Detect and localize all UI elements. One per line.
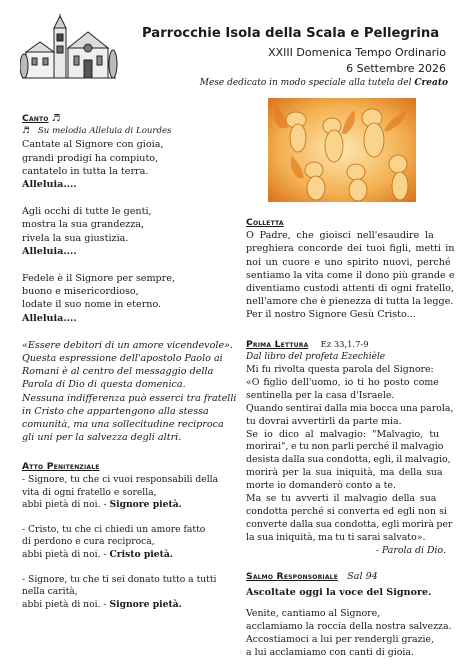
lettura-line: «O figlio dell'uomo, io ti ho posto come: [246, 376, 439, 388]
atto-item: [22, 574, 227, 612]
salmo-heading: Salmo Responsoriale: [246, 570, 339, 582]
salmo-refrain: Ascoltate oggi la voce del Signore.: [246, 586, 432, 598]
colletta-line: noi un cuore e uno spirito nuovi, perché: [246, 256, 451, 268]
atto-line: abbi pietà di noi. -: [22, 598, 107, 610]
reflection-line: Nessuna indifferenza può esserci tra fratelli: [22, 392, 237, 404]
colletta-line: sentiamo la vita come il dono più grande e: [246, 269, 455, 281]
music-note-icon: ♬: [51, 113, 61, 124]
canto-line: mostra la sua grandezza,: [22, 219, 145, 231]
atto-line: - Signore, tu che ti sei donato tutto a tutti: [22, 573, 217, 585]
colletta-line: preghiera concorde dei tuoi figli, metti in: [246, 243, 455, 255]
right-column: [246, 216, 455, 660]
lettura-line: morte io domanderò conto a te.: [246, 480, 396, 492]
canto-melody: Su melodia Alleluia di Lourdes: [37, 126, 172, 137]
lettura-line: converte dalla sua condotta, egli morirà per: [246, 518, 453, 530]
liturgy-day: XXIII Domenica Tempo Ordinario: [268, 46, 446, 59]
month-note: [200, 78, 448, 88]
colletta-line: Per il nostro Signore Gesù Cristo...: [246, 309, 416, 321]
lettura-line: desista dalla sua condotta, egli, il malvagio,: [246, 454, 451, 466]
colletta-line: O Padre, che gioisci nell'esaudire la: [246, 230, 434, 242]
canto-line: lodate il suo nome in eterno.: [22, 299, 162, 311]
atto-line: - Signore, tu che ci vuoi responsabili della: [22, 474, 219, 486]
lettura-line: tu dovrai avvertirli da parte mia.: [246, 415, 402, 427]
month-note-text: Mese dedicato in modo speciale alla tutela del: [199, 78, 412, 88]
atto-line: nella carità,: [22, 586, 78, 598]
canto-line: cantatelo in tutta la terra.: [22, 165, 149, 177]
canto-stanza: [22, 272, 227, 325]
reflection: [22, 339, 237, 445]
salmo-stanza: [246, 608, 452, 660]
atto-item: [22, 474, 227, 512]
reflection-line: Romani è al centro del messaggio della: [22, 366, 214, 378]
lettura-section: [246, 338, 454, 558]
canto-section: [22, 112, 227, 325]
canto-refrain: Alleluia....: [22, 312, 77, 324]
salmo-reference: Sal 94: [347, 570, 378, 582]
colletta-heading: Colletta: [246, 217, 284, 228]
colletta-line: diventiamo custodi attenti di ogni fratello,: [246, 283, 455, 295]
lettura-line: la sua iniquità, ma tu ti sarai salvato».: [246, 531, 426, 543]
canto-line: rivela la sua giustizia.: [22, 232, 129, 244]
month-note-emphasis: Creato: [414, 78, 448, 88]
atto-line: di perdono e cura reciproca,: [22, 536, 155, 548]
reflection-line: Parola di Dio di questa domenica.: [22, 379, 186, 391]
atto-response: Cristo pietà.: [109, 549, 173, 561]
angels-painting: [268, 98, 416, 202]
canto-line: buono e misericordioso,: [22, 286, 139, 298]
canto-line: Agli occhi di tutte le genti,: [22, 206, 152, 218]
left-column: [22, 112, 237, 611]
canto-stanza: [22, 138, 227, 191]
lettura-line: Quando sentirai dalla mia bocca una parola,: [246, 402, 454, 414]
lettura-reference: Ez 33,1.7-9: [320, 338, 369, 349]
reflection-quote: «Essere debitori di un amore vicendevole».: [22, 339, 234, 351]
lettura-line: condotta perché si converta ed egli non si: [246, 506, 447, 517]
lettura-heading: Prima Lettura: [246, 338, 309, 350]
lettura-line: sentinella per la casa d'Israele.: [246, 389, 395, 401]
atto-section: [22, 461, 227, 611]
lettura-text: [246, 364, 454, 558]
atto-response: Signore pietà.: [109, 499, 182, 511]
salmo-line: a lui acclamiamo con canti di gioia.: [246, 646, 414, 658]
lettura-source: Dal libro del profeta Ezechièle: [246, 351, 386, 362]
canto-line: Fedele è il Signore per sempre,: [22, 273, 175, 285]
atto-line: - Cristo, tu che ci chiedi un amore fatto: [22, 523, 206, 535]
lettura-line: morirà per la sua iniquità, ma della sua: [246, 467, 443, 479]
atto-line: vita di ogni fratello e sorella,: [22, 486, 157, 498]
reflection-line: comunità, ma una sollecitudine reciproca: [22, 419, 224, 431]
atto-line: abbi pietà di noi. -: [22, 499, 107, 511]
canto-line: Cantate al Signore con gioia,: [22, 139, 164, 151]
canto-line: grandi prodigi ha compiuto,: [22, 152, 159, 164]
lettura-closing: - Parola di Dio.: [375, 544, 446, 556]
colletta-section: [246, 216, 455, 322]
music-note-icon: ♬: [22, 126, 30, 137]
canto-heading: Canto: [22, 113, 49, 124]
reflection-line: in Cristo che appartengono alla stessa: [22, 405, 209, 417]
reflection-line: Questa espressione dell'apostolo Paolo ai: [22, 353, 223, 365]
lettura-line: Se io dico al malvagio: "Malvagio, tu: [246, 428, 440, 440]
canto-refrain: Alleluia....: [22, 179, 77, 191]
lettura-line: Ma se tu avverti il malvagio della sua: [246, 493, 437, 505]
salmo-line: Accostiamoci a lui per rendergli grazie,: [246, 633, 435, 645]
canto-stanza: [22, 205, 227, 258]
lettura-line: Mi fu rivolta questa parola del Signore:: [246, 364, 434, 376]
atto-heading: Atto Penitenziale: [22, 461, 100, 473]
reflection-line: gli uni per la salvezza degli altri.: [22, 432, 182, 444]
atto-response: Signore pietà.: [109, 598, 182, 610]
atto-item: [22, 524, 227, 562]
salmo-line: acclamiamo la roccia della nostra salvezza.: [246, 620, 452, 632]
salmo-section: [246, 570, 452, 660]
lettura-line: morirai", e tu non parli perché il malvagio: [246, 441, 444, 453]
colletta-line: nell'amore che è pienezza di tutta la legge.: [246, 296, 454, 308]
page-title: Parrocchie Isola della Scala e Pellegrina: [142, 26, 440, 41]
atto-line: abbi pietà di noi. -: [22, 549, 107, 561]
canto-refrain: Alleluia....: [22, 245, 77, 257]
church-logo: [20, 14, 118, 86]
salmo-line: Venite, cantiamo al Signore,: [246, 608, 381, 620]
date: 6 Settembre 2026: [346, 62, 446, 75]
